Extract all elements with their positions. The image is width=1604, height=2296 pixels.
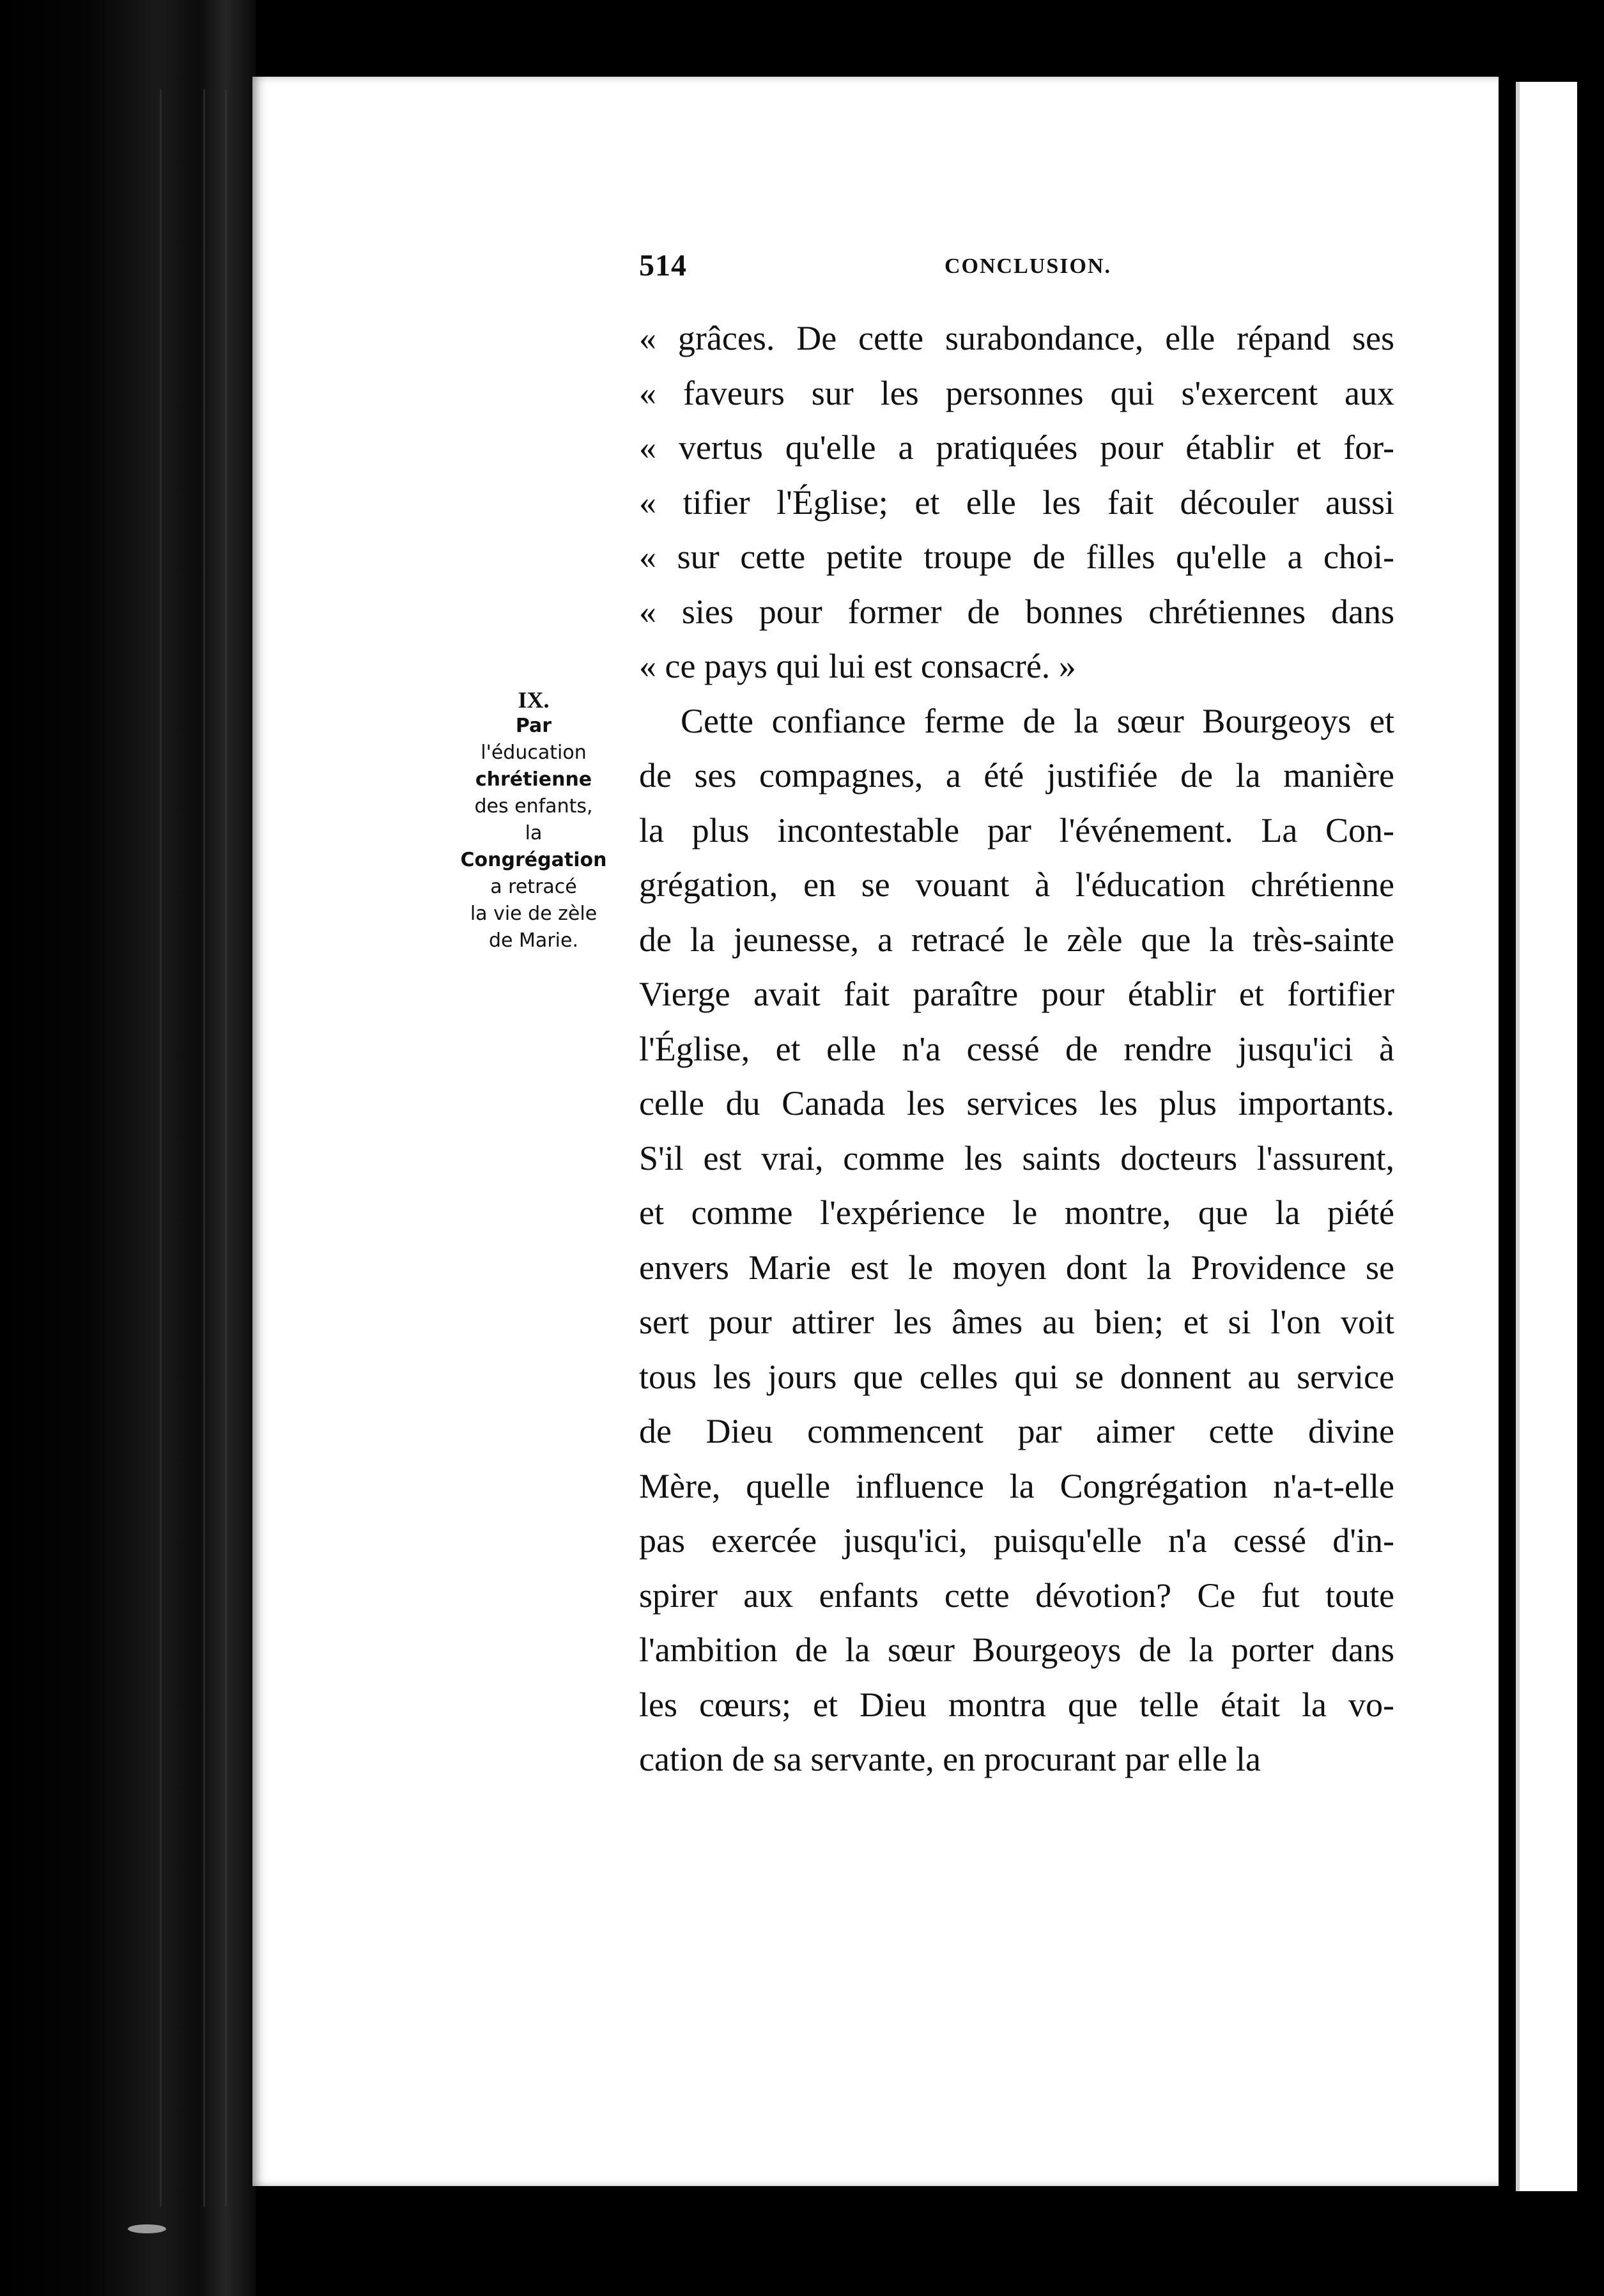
text-line: tous les jours que celles qui se donnent au service [639,1357,1394,1396]
text-line: de ses compagnes, a été justifiée de la manière [639,756,1394,795]
text-line: Mère, quelle influence la Congrégation n'a-t-elle [639,1466,1394,1505]
text-line: pas exercée jusqu'ici, puisqu'elle n'a cessé d'in- [639,1521,1394,1560]
book-binding-edge [0,0,256,2296]
margin-note-line: Par [515,715,552,737]
text-line: « ce pays qui lui est consacré. » [639,647,1076,685]
margin-note-line: la vie de zèle [470,903,598,925]
text-line: les cœurs; et Dieu montra que telle était la vo- [639,1685,1394,1724]
body-text [639,311,1394,1787]
adjacent-page-edge [1516,82,1577,2191]
text-line: « tifier l'Église; et elle les fait découler aussi [639,483,1394,522]
text-line: « sies pour former de bonnes chrétiennes dans [639,592,1394,631]
running-head [639,248,1111,286]
text-line: Vierge avait fait paraître pour établir et fortifier [639,975,1394,1013]
text-line: l'Église, et elle n'a cessé de rendre jusqu'ici à [639,1029,1394,1068]
page-number: 514 [639,249,687,283]
text-line: Cette confiance ferme de la sœur Bourgeoys et [681,701,1394,740]
text-line: celle du Canada les services les plus importants. [639,1084,1394,1122]
margin-note-line: a retracé [490,876,577,898]
margin-note-line: chrétienne [475,768,592,791]
marginal-note [447,687,620,954]
text-line: « faveurs sur les personnes qui s'exercent aux [639,373,1394,412]
margin-note-line: la [525,822,543,844]
text-line: de Dieu commencent par aimer cette divine [639,1412,1394,1450]
margin-note-line: Congrégation [460,849,607,871]
margin-note-line: de Marie. [489,929,578,952]
text-line: l'ambition de la sœur Bourgeoys de la porter dans [639,1631,1394,1669]
scan-artifact [128,2224,166,2233]
running-title: CONCLUSION. [945,254,1111,278]
margin-note-line: des enfants, [474,795,593,818]
text-line: la plus incontestable par l'événement. La Con- [639,811,1394,849]
margin-note-line: l'éducation [481,741,587,764]
text-line: S'il est vrai, comme les saints docteurs l'assurent, [639,1138,1394,1177]
text-line: et comme l'expérience le montre, que la piété [639,1193,1394,1232]
section-number: IX. [518,687,550,713]
text-line: « vertus qu'elle a pratiquées pour établir et for- [639,428,1394,467]
text-line: spirer aux enfants cette dévotion? Ce fut toute [639,1576,1394,1615]
text-line: de la jeunesse, a retracé le zèle que la très-sainte [639,920,1394,959]
text-line: cation de sa servante, en procurant par elle la [639,1740,1261,1778]
text-line: grégation, en se vouant à l'éducation chrétienne [639,865,1394,904]
text-line: « sur cette petite troupe de filles qu'elle a choi- [639,538,1394,576]
text-line: envers Marie est le moyen dont la Providence se [639,1248,1394,1287]
text-line: « grâces. De cette surabondance, elle répand ses [639,319,1394,357]
text-line: sert pour attirer les âmes au bien; et si l'on voit [639,1303,1394,1341]
